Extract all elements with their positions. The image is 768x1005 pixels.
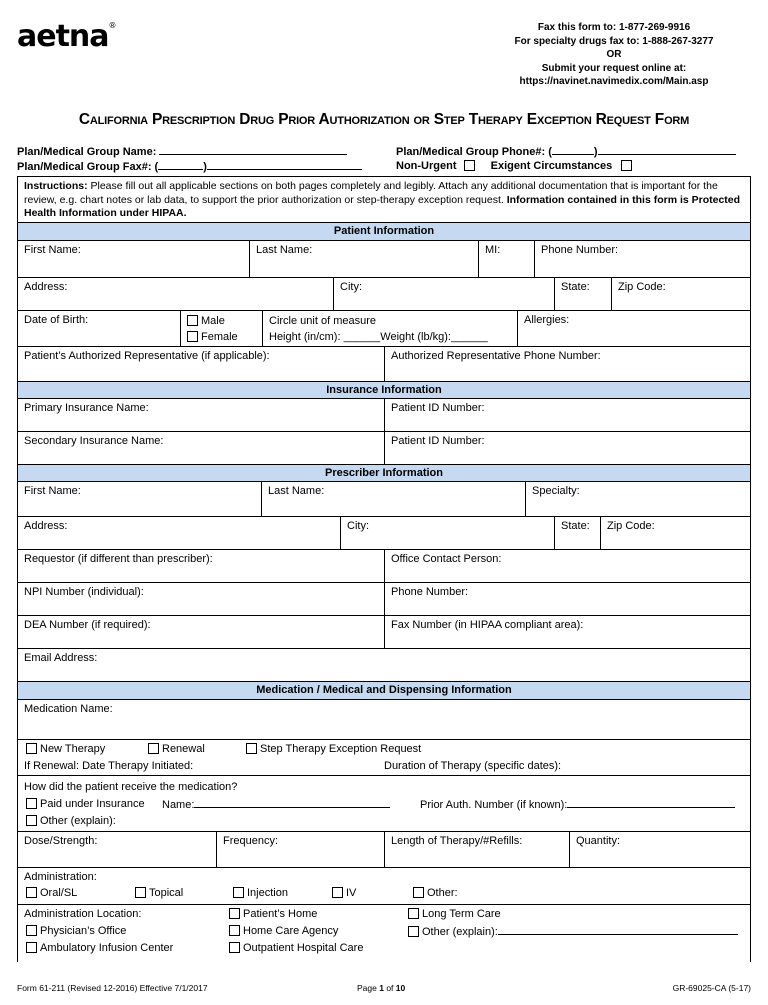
patient-dob-field[interactable] <box>18 311 180 346</box>
fax-line-1: Fax this form to: 1-877-269-9916 <box>537 22 691 33</box>
secondary-insurance-label: Secondary Insurance Name: <box>24 435 164 447</box>
other-location-checkbox[interactable] <box>408 926 419 937</box>
plan-phone-number-line[interactable] <box>598 145 736 155</box>
prescriber-last-name-label: Last Name: <box>268 485 325 497</box>
plan-fax-area-line[interactable] <box>158 160 203 170</box>
authorized-rep-label: Patient’s Authorized Representative (if applicable): <box>24 350 270 362</box>
prior-auth-line[interactable] <box>567 798 735 808</box>
section-medication-information: Medication / Medical and Dispensing Information <box>18 682 750 700</box>
section-insurance-information: Insurance Information <box>18 382 750 399</box>
frequency-field[interactable] <box>216 832 384 867</box>
frequency-label: Frequency: <box>223 835 279 847</box>
other-location-option[interactable] <box>408 925 738 938</box>
patient-allergies-label: Allergies: <box>524 314 570 326</box>
patient-phone-field[interactable] <box>534 241 750 277</box>
plan-phone-paren: ) <box>593 146 598 158</box>
prescriber-zip-label: Zip Code: <box>607 520 655 532</box>
ambulatory-option[interactable] <box>26 942 173 954</box>
injection-option[interactable] <box>233 887 288 899</box>
quantity-label: Quantity: <box>576 835 621 847</box>
plan-name-field[interactable] <box>17 145 347 158</box>
home-care-option[interactable] <box>229 925 338 937</box>
page-of: of <box>383 983 396 993</box>
length-therapy-label: Length of Therapy/#Refills: <box>391 835 523 847</box>
patient-home-label: Patient’s Home <box>243 908 318 920</box>
physician-office-checkbox[interactable] <box>26 925 37 936</box>
physician-office-label: Physician’s Office <box>40 925 127 937</box>
non-urgent-label: Non-Urgent <box>396 160 457 172</box>
injection-label: Injection <box>247 887 288 899</box>
prescriber-zip-field[interactable] <box>600 517 750 549</box>
exigent-checkbox[interactable] <box>621 160 632 171</box>
dea-field[interactable] <box>18 616 384 648</box>
dose-label: Dose/Strength: <box>24 835 98 847</box>
patient-last-name-field[interactable] <box>249 241 478 277</box>
patient-address-label: Address: <box>24 281 68 293</box>
requestor-label: Requestor (if different than prescriber): <box>24 553 213 565</box>
instructions-lead: Instructions: <box>24 180 88 192</box>
plan-phone-field[interactable] <box>396 145 736 158</box>
prescriber-state-field[interactable] <box>554 517 600 549</box>
topical-label: Topical <box>149 887 184 899</box>
requestor-field[interactable] <box>18 550 384 582</box>
fax-url[interactable]: https://navinet.navimedix.com/Main.asp <box>519 76 709 87</box>
prescriber-address-field[interactable] <box>18 517 340 549</box>
patient-dob-row <box>18 311 750 347</box>
npi-field[interactable] <box>18 583 384 615</box>
admin-location-label: Administration Location: <box>24 908 142 920</box>
form-title: California Prescription Drug Prior Authorization or Step Therapy Exception Request Form <box>78 111 690 128</box>
prescriber-phone-field[interactable] <box>384 583 750 615</box>
date-therapy-initiated-field[interactable]: If Renewal: Date Therapy Initiated: <box>24 760 194 772</box>
plan-fax-label: Plan/Medical Group Fax#: ( <box>17 161 159 173</box>
email-field[interactable] <box>18 649 750 681</box>
outpatient-label: Outpatient Hospital Care <box>243 942 364 954</box>
outpatient-option[interactable] <box>229 942 363 954</box>
prescriber-city-field[interactable] <box>340 517 554 549</box>
requestor-row <box>18 550 750 583</box>
step-therapy-option[interactable] <box>246 743 421 755</box>
patient-dob-label: Date of Birth: <box>24 314 89 326</box>
page-total: 10 <box>395 983 406 993</box>
instructions-body: Please fill out all applicable sections on both pages completely and legibly. Attach any additional documentation that is important for the review, e.g. chart notes or lab data, to support the prior authorization or step-therapy exception request. <box>24 180 718 206</box>
dea-row <box>18 616 750 649</box>
insurance-name-field[interactable] <box>162 798 390 811</box>
plan-phone-area-line[interactable] <box>552 145 594 155</box>
patient-home-option[interactable] <box>229 908 317 920</box>
primary-patient-id-label: Patient ID Number: <box>391 402 485 414</box>
prescriber-fax-field[interactable] <box>384 616 750 648</box>
logo-text: aetna <box>17 19 109 54</box>
patient-zip-field[interactable] <box>611 278 750 310</box>
npi-label: NPI Number (individual): <box>24 586 144 598</box>
renewal-option[interactable] <box>148 743 205 755</box>
new-therapy-option[interactable] <box>26 743 105 755</box>
aetna-logo <box>17 19 116 54</box>
page-prefix: Page <box>357 983 380 993</box>
authorized-rep-field[interactable] <box>18 347 384 381</box>
office-contact-label: Office Contact Person: <box>391 553 502 565</box>
insurance-name-line[interactable] <box>194 798 390 808</box>
home-care-checkbox[interactable] <box>229 925 240 936</box>
oral-checkbox[interactable] <box>26 887 37 898</box>
medication-name-row <box>18 700 750 740</box>
prescriber-first-name-field[interactable] <box>18 482 261 516</box>
patient-first-name-label: First Name: <box>24 244 81 256</box>
male-checkbox[interactable] <box>187 315 198 326</box>
dea-label: DEA Number (if required): <box>24 619 151 631</box>
office-contact-field[interactable] <box>384 550 750 582</box>
patient-measure-cell <box>262 311 517 346</box>
other-admin-label: Other: <box>427 887 458 899</box>
secondary-patient-id-label: Patient ID Number: <box>391 435 485 447</box>
patient-mi-label: MI: <box>485 244 501 256</box>
other-location-line[interactable] <box>498 925 738 935</box>
patient-city-label: City: <box>340 281 362 293</box>
new-therapy-label: New Therapy <box>40 743 106 755</box>
urgency-options <box>396 160 635 172</box>
patient-address-row <box>18 278 750 311</box>
prescriber-city-label: City: <box>347 520 369 532</box>
oral-label: Oral/SL <box>40 887 78 899</box>
admin-location-row <box>18 905 750 963</box>
duration-therapy-field[interactable]: Duration of Therapy (specific dates): <box>384 760 562 772</box>
plan-fax-paren: ) <box>203 161 207 173</box>
how-received-row <box>18 776 750 832</box>
non-urgent-checkbox[interactable] <box>464 160 475 171</box>
prescriber-first-name-label: First Name: <box>24 485 81 497</box>
primary-patient-id-field[interactable] <box>384 399 750 431</box>
plan-name-label: Plan/Medical Group Name: <box>17 146 157 158</box>
paid-insurance-label: Paid under Insurance <box>40 798 145 810</box>
insurance-name-label: Name: <box>162 799 195 811</box>
patient-state-label: State: <box>561 281 590 293</box>
patient-rep-row <box>18 347 750 382</box>
renewal-checkbox[interactable] <box>148 743 159 754</box>
height-weight-field[interactable]: Height (in/cm): ______Weight (lb/kg):______ <box>269 331 488 343</box>
secondary-insurance-row <box>18 432 750 465</box>
patient-zip-label: Zip Code: <box>618 281 666 293</box>
fax-line-3: OR <box>606 49 622 60</box>
form-frame <box>17 176 751 962</box>
iv-label: IV <box>346 887 357 899</box>
patient-gender-cell <box>180 311 262 346</box>
topical-option[interactable] <box>135 887 183 899</box>
secondary-patient-id-field[interactable] <box>384 432 750 464</box>
plan-fax-field[interactable] <box>17 160 362 173</box>
other-location-label: Other (explain): <box>422 926 498 938</box>
fax-instructions <box>494 21 734 89</box>
other-admin-checkbox[interactable] <box>413 887 424 898</box>
exigent-label: Exigent Circumstances <box>490 160 613 172</box>
other-admin-option[interactable] <box>413 887 458 899</box>
how-received-label: How did the patient receive the medication? <box>24 781 238 793</box>
instructions-box <box>18 177 750 223</box>
fax-line-4: Submit your request online at: <box>541 62 687 74</box>
footer-form-number: Form 61-211 (Revised 12-2016) Effective 7/1/2017 <box>17 983 208 993</box>
instructions-hipaa: Information contained in this form is Protected Health Information under HIPAA. <box>24 193 741 219</box>
long-term-label: Long Term Care <box>422 908 501 920</box>
patient-last-name-label: Last Name: <box>256 244 313 256</box>
patient-home-checkbox[interactable] <box>229 908 240 919</box>
ambulatory-checkbox[interactable] <box>26 942 37 953</box>
patient-city-field[interactable] <box>333 278 554 310</box>
authorized-rep-phone-field[interactable] <box>384 347 750 381</box>
patient-allergies-field[interactable] <box>517 311 750 346</box>
medication-name-field[interactable] <box>18 700 750 739</box>
medication-name-label: Medication Name: <box>24 703 113 715</box>
authorized-rep-phone-label: Authorized Representative Phone Number: <box>391 350 601 362</box>
section-patient-information: Patient Information <box>18 223 750 241</box>
injection-checkbox[interactable] <box>233 887 244 898</box>
prescriber-specialty-field[interactable] <box>525 482 750 516</box>
email-label: Email Address: <box>24 652 98 664</box>
new-therapy-checkbox[interactable] <box>26 743 37 754</box>
plan-fax-number-line[interactable] <box>207 160 362 170</box>
other-received-option[interactable] <box>26 815 116 827</box>
patient-address-field[interactable] <box>18 278 333 310</box>
topical-checkbox[interactable] <box>135 887 146 898</box>
outpatient-checkbox[interactable] <box>229 942 240 953</box>
dose-field[interactable] <box>18 832 216 867</box>
prescriber-fax-label: Fax Number (in HIPAA compliant area): <box>391 619 584 631</box>
prescriber-specialty-label: Specialty: <box>532 485 580 497</box>
prescriber-last-name-field[interactable] <box>261 482 525 516</box>
plan-name-line[interactable] <box>159 145 347 155</box>
iv-checkbox[interactable] <box>332 887 343 898</box>
footer-gr-number: GR-69025-CA (5-17) <box>672 983 751 993</box>
male-label: Male <box>201 315 225 327</box>
circle-unit-label: Circle unit of measure <box>269 315 376 327</box>
primary-insurance-label: Primary Insurance Name: <box>24 402 149 414</box>
logo-registered-mark: ® <box>108 21 116 30</box>
step-therapy-checkbox[interactable] <box>246 743 257 754</box>
female-checkbox[interactable] <box>187 331 198 342</box>
physician-office-option[interactable] <box>26 925 126 937</box>
footer-page-number <box>357 983 405 993</box>
patient-name-row <box>18 241 750 278</box>
ambulatory-label: Ambulatory Infusion Center <box>40 942 174 954</box>
prescriber-name-row <box>18 482 750 517</box>
quantity-field[interactable] <box>569 832 750 867</box>
primary-insurance-field[interactable] <box>18 399 384 431</box>
prior-auth-field[interactable] <box>420 798 735 811</box>
patient-phone-label: Phone Number: <box>541 244 619 256</box>
primary-insurance-row <box>18 399 750 432</box>
fax-line-2: For specialty drugs fax to: 1-888-267-3277 <box>514 35 714 47</box>
length-therapy-field[interactable] <box>384 832 569 867</box>
long-term-checkbox[interactable] <box>408 908 419 919</box>
plan-phone-label: Plan/Medical Group Phone#: ( <box>396 146 552 158</box>
administration-row <box>18 868 750 905</box>
other-received-label: Other (explain): <box>40 815 116 827</box>
patient-first-name-field[interactable] <box>18 241 249 277</box>
administration-label: Administration: <box>24 871 97 883</box>
step-therapy-label: Step Therapy Exception Request <box>260 743 422 755</box>
prior-auth-label: Prior Auth. Number (if known): <box>420 799 568 811</box>
paid-insurance-checkbox[interactable] <box>26 798 37 809</box>
patient-mi-field[interactable] <box>478 241 534 277</box>
home-care-label: Home Care Agency <box>243 925 339 937</box>
therapy-type-row <box>18 740 750 776</box>
patient-state-field[interactable] <box>554 278 611 310</box>
dose-row <box>18 832 750 868</box>
prescriber-address-label: Address: <box>24 520 68 532</box>
female-label: Female <box>201 331 238 343</box>
prescriber-phone-label: Phone Number: <box>391 586 469 598</box>
secondary-insurance-field[interactable] <box>18 432 384 464</box>
iv-option[interactable] <box>332 887 356 899</box>
prescriber-address-row <box>18 517 750 550</box>
oral-option[interactable] <box>26 887 77 899</box>
long-term-option[interactable] <box>408 908 501 920</box>
renewal-label: Renewal <box>162 743 205 755</box>
section-prescriber-information: Prescriber Information <box>18 465 750 482</box>
other-received-checkbox[interactable] <box>26 815 37 826</box>
page-num: 1 <box>379 983 384 993</box>
prescriber-state-label: State: <box>561 520 590 532</box>
npi-row <box>18 583 750 616</box>
email-row <box>18 649 750 682</box>
paid-insurance-option[interactable] <box>26 798 145 810</box>
